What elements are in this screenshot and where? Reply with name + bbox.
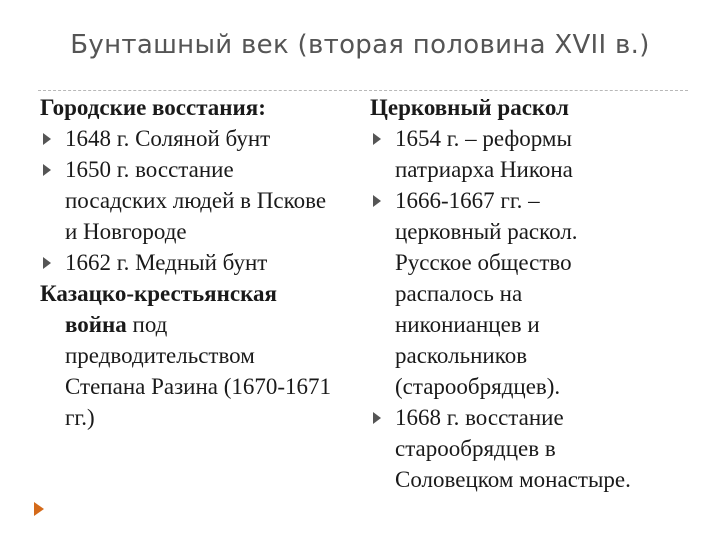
next-slide-arrow-icon[interactable] (34, 502, 44, 516)
title-divider (38, 90, 688, 91)
church-schism-heading: Церковный раскол (370, 95, 569, 120)
slide-title: Бунташный век (вторая половина XVII в.) (70, 30, 650, 60)
bullet-triangle-icon (373, 195, 381, 207)
urban-uprisings-heading: Городские восстания: (40, 95, 266, 120)
bullet-triangle-icon (373, 412, 381, 424)
list-item: 1662 г. Медный бунт (40, 247, 370, 278)
list-item: 1668 г. восстание старообрядцев в Соловецком монастыре. (370, 402, 700, 495)
bullet-triangle-icon (43, 164, 51, 176)
peasant-war-block: Казацко-крестьянская война под предводительством Степана Разина (1670-1671 гг.) (40, 281, 332, 430)
bullet-triangle-icon (43, 133, 51, 145)
list-item: 1654 г. – реформы патриарха Никона (370, 123, 700, 185)
list-item: 1648 г. Соляной бунт (40, 123, 370, 154)
list-item: 1650 г. восстание посадских людей в Пскове и Новгороде (40, 154, 370, 247)
right-column (370, 92, 700, 495)
list-item: 1666-1667 гг. – церковный раскол. Русское общество распалось на никонианцев и раскольников (старообрядцев). (370, 185, 700, 402)
bullet-triangle-icon (373, 133, 381, 145)
bullet-triangle-icon (43, 257, 51, 269)
left-column (40, 92, 370, 433)
